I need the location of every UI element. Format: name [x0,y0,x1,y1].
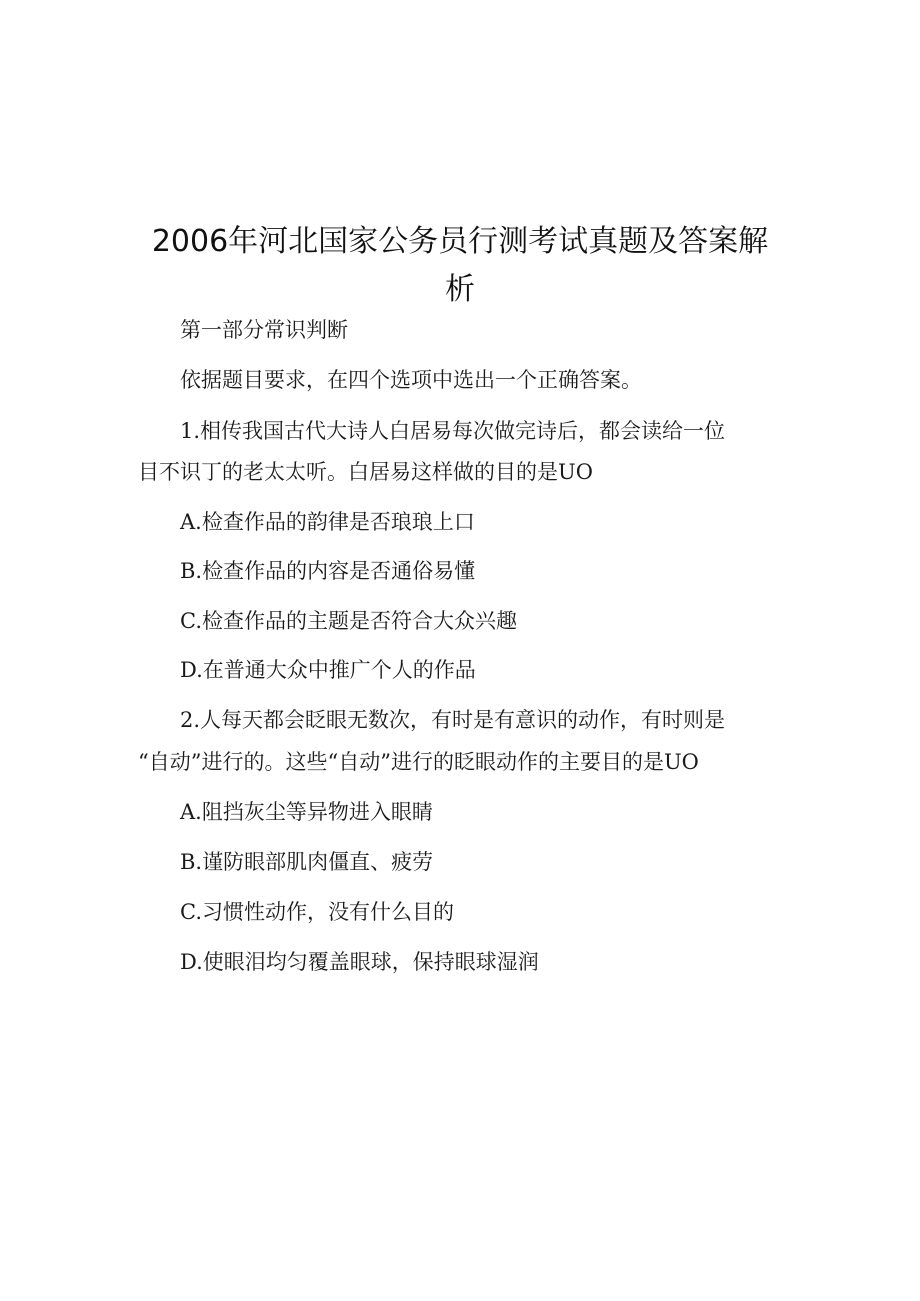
question-stem-line: 2.人每天都会眨眼无数次，有时是有意识的动作，有时则是 [180,708,726,732]
question-stem-line: “自动”进行的。这些“自动”进行的眨眼动作的主要目的是UO [138,750,699,774]
option-b: B.检查作品的内容是否通俗易懂 [180,559,476,583]
option-a: A.检查作品的韵律是否琅琅上口 [180,510,475,534]
option-d: D.在普通大众中推广个人的作品 [180,658,476,682]
option-a: A.阻挡灰尘等异物进入眼睛 [180,800,433,824]
option-c: C.检查作品的主题是否符合大众兴趣 [180,609,517,633]
question-stem-line: 1.相传我国古代大诗人白居易每次做完诗后，都会读给一位 [180,419,726,443]
document-title: 2006年河北国家公务员行测考试真题及答案解析 [151,224,769,307]
instruction-text: 依据题目要求，在四个选项中选出一个正确答案。 [180,368,642,392]
section-heading: 第一部分常识判断 [180,318,348,342]
question-stem-line: 目不识丁的老太太听。白居易这样做的目的是UO [138,460,593,484]
option-c: C.习惯性动作，没有什么目的 [180,900,454,924]
option-b: B.谨防眼部肌肉僵直、疲劳 [180,850,434,874]
option-d: D.使眼泪均匀覆盖眼球，保持眼球湿润 [180,950,539,974]
